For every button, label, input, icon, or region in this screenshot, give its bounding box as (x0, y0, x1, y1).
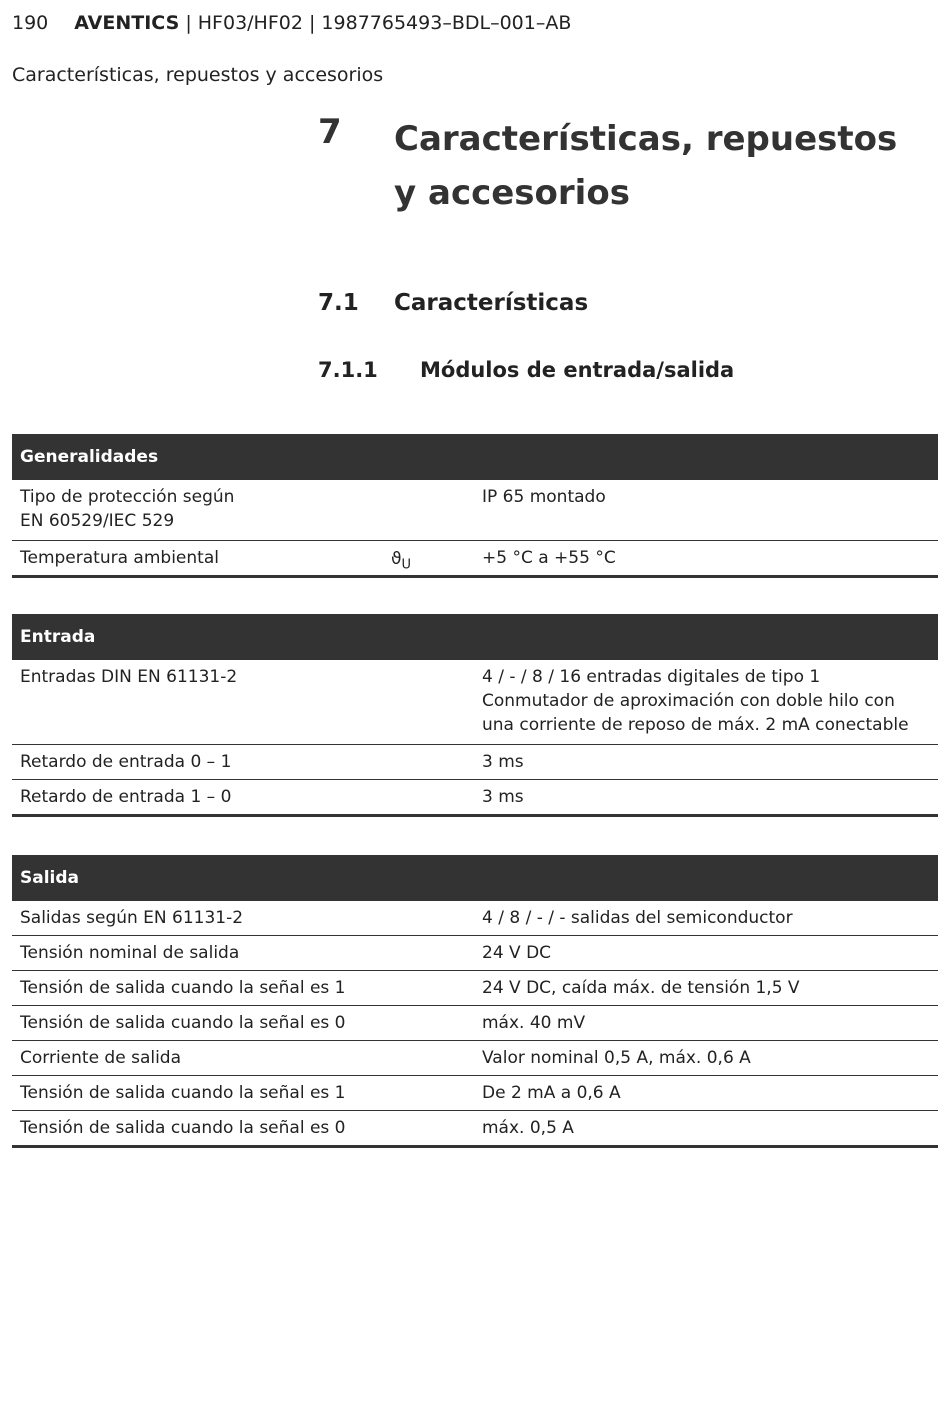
row-label: Tensión de salida cuando la señal es 1 (20, 1083, 346, 1103)
row-value: 3 ms (482, 752, 524, 772)
row-value: 3 ms (482, 787, 524, 807)
row-value: 4 / 8 / - / - salidas del semiconductor (482, 908, 793, 928)
row-value: 24 V DC (482, 943, 552, 963)
table-row (12, 901, 938, 935)
table-row (12, 1075, 938, 1110)
subsection-number: 7.1.1 (318, 358, 378, 382)
row-value: Valor nominal 0,5 A, máx. 0,6 A (482, 1048, 751, 1068)
chapter-number: 7 (318, 112, 342, 152)
row-label: Entradas DIN EN 61131-2 (20, 667, 238, 687)
row-value: +5 °C a +55 °C (482, 548, 616, 568)
temperature-symbol: $ϑ_U$ (391, 549, 412, 573)
row-label: Tensión de salida cuando la señal es 0 (20, 1013, 346, 1033)
input-table (12, 614, 938, 817)
row-value: máx. 0,5 A (482, 1118, 574, 1138)
general-table (12, 434, 938, 578)
row-value: 4 / - / 8 / 16 entradas digitales de tipo 1 Conmutador de aproximación con doble hilo con una corriente de reposo de máx. 2 mA conectable (482, 667, 909, 735)
table-row (12, 1040, 938, 1075)
page-number: 190 (12, 12, 49, 34)
table-header: Salida (12, 855, 938, 901)
table-row (12, 480, 938, 540)
table-row (12, 779, 938, 814)
section-title: Características (394, 290, 589, 316)
table-row (12, 660, 938, 744)
row-label: Tensión de salida cuando la señal es 0 (20, 1118, 346, 1138)
table-header: Generalidades (12, 434, 938, 480)
row-label: Retardo de entrada 0 – 1 (20, 752, 232, 772)
document-info: | HF03/HF02 | 1987765493–BDL–001–AB (179, 12, 572, 34)
chapter-title: Características, repuestos y accesorios (394, 119, 898, 213)
subsection-title: Módulos de entrada/salida (420, 358, 735, 382)
row-value: IP 65 montado (482, 487, 606, 507)
row-label: Tipo de protección según EN 60529/IEC 529 (20, 487, 235, 531)
row-label: Temperatura ambiental (20, 548, 219, 568)
row-value: 24 V DC, caída máx. de tensión 1,5 V (482, 978, 800, 998)
table-row (12, 970, 938, 1005)
table-row (12, 1005, 938, 1040)
section-number: 7.1 (318, 290, 359, 316)
page-header (12, 12, 571, 34)
table-row (12, 935, 938, 970)
row-label: Retardo de entrada 1 – 0 (20, 787, 232, 807)
brand-name: AVENTICS (74, 12, 180, 34)
row-value: máx. 40 mV (482, 1013, 586, 1033)
running-section-title: Características, repuestos y accesorios (12, 64, 384, 86)
table-row (12, 1110, 938, 1145)
row-label: Salidas según EN 61131-2 (20, 908, 244, 928)
row-label: Tensión nominal de salida (20, 943, 240, 963)
table-header: Entrada (12, 614, 938, 660)
output-table (12, 855, 938, 1148)
row-label: Tensión de salida cuando la señal es 1 (20, 978, 346, 998)
row-label: Corriente de salida (20, 1048, 182, 1068)
table-row (12, 744, 938, 779)
table-row (12, 540, 938, 575)
row-value: De 2 mA a 0,6 A (482, 1083, 621, 1103)
